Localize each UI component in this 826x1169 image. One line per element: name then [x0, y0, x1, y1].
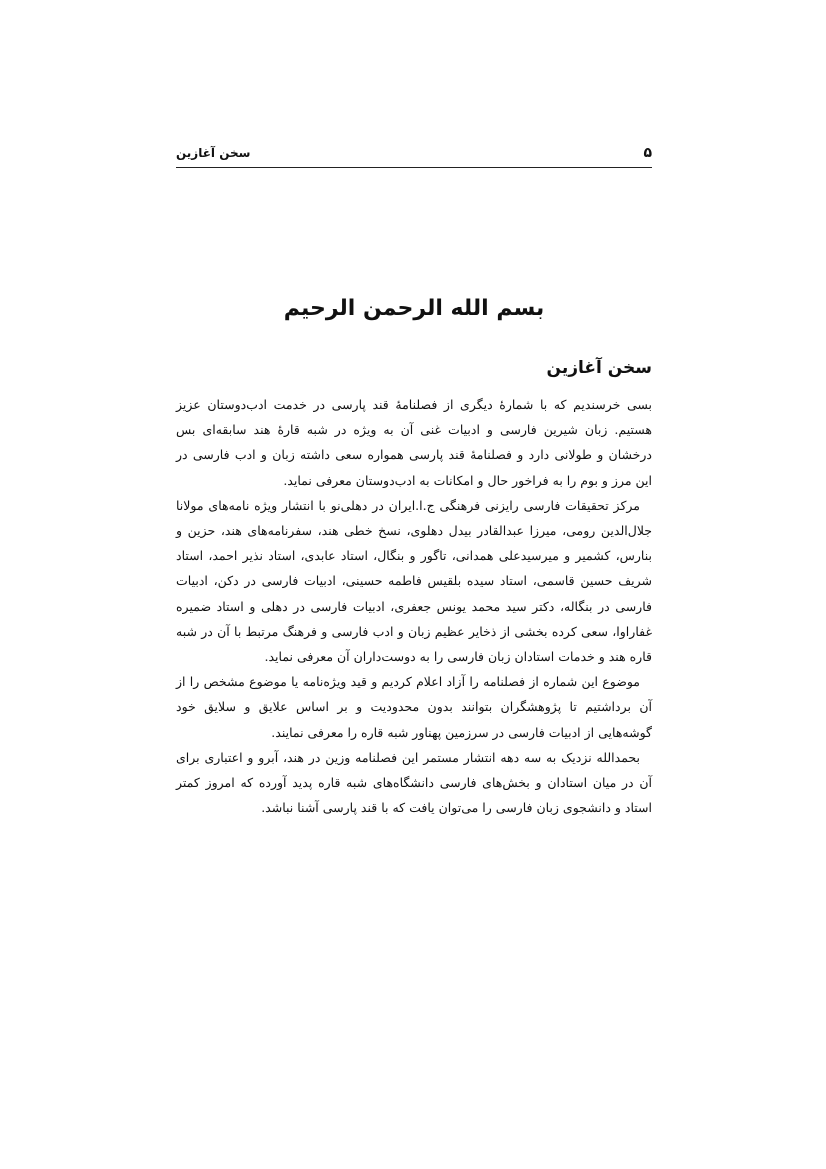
body-text [176, 392, 652, 820]
paragraph-3: موضوع این شماره از فصلنامه را آزاد اعلام کردیم و قید ویژه‌نامه یا موضوع مشخص را از آن برداشتیم تا پژوهشگران بتوانند بدون محدودیت و بر اساس علایق و سلایق خود گوشه‌هایی از ادبیات فارسی در سرزمین پهناور شبه قاره را معرفی نمایند. [176, 674, 652, 740]
paragraph-4: بحمدالله نزدیک به سه دهه انتشار مستمر این فصلنامه وزین در هند، آبرو و اعتباری برای آن در میان استادان و بخش‌های فارسی دانشگاه‌های شبه قاره پدید آورده که امروز کمتر استاد و دانشجوی زبان فارسی را می‌توان یافت که با قند پارسی آشنا نباشد. [176, 749, 652, 816]
paragraph-2: مرکز تحقیقات فارسی رایزنی فرهنگی ج.ا.ایران در دهلی‌نو با انتشار ویژه نامه‌های مولانا جلال‌الدین رومی، میرزا عبدالقادر بیدل دهلوی، نسخ خطی هند، سفرنامه‌های هند، حزین و بنارس، کشمیر و میرسیدعلی همدانی، تاگور و بنگال، استاد عابدی، استاد نذیر احمد، استاد شریف حسین قاسمی، استاد سیده بلقیس فاطمه حسینی، ادبیات فارسی در دکن، ادبیات فارسی در بنگاله، دکتر سید محمد یونس جعفری، ادبیات فارسی در دهلی و استاد ضمیره غفاراوا، سعی کرده بخشی از ذخایر عظیم زبان و ادب فارسی و فرهنگ مرتبط با آن در شبه قاره هند و خدمات استادان زبان فارسی را به دوست‌داران آن معرفی نماید. [176, 497, 652, 665]
running-header-title: سخن آغازین [176, 146, 251, 160]
paragraph-1: بسی خرسندیم که با شمارهٔ دیگری از فصلنامهٔ قند پارسی در خدمت ادب‌دوستان عزیز هستیم. زبان شیرین فارسی و ادبیات غنی آن به ویژه در شبه قارهٔ هند سابقه‌ای بس درخشان و طولانی دارد و فصلنامهٔ قند پارسی همواره سعی داشته زبان و ادب فارسی در این مرز و بوم را به فراخور حال و امکانات به ادب‌دوستان معرفی نماید. [176, 397, 652, 488]
basmala-heading: بسم الله الرحمن الرحیم [283, 296, 545, 321]
running-header [176, 141, 652, 168]
section-heading: سخن آغازین [546, 358, 652, 378]
page-number: ۵ [643, 145, 652, 161]
